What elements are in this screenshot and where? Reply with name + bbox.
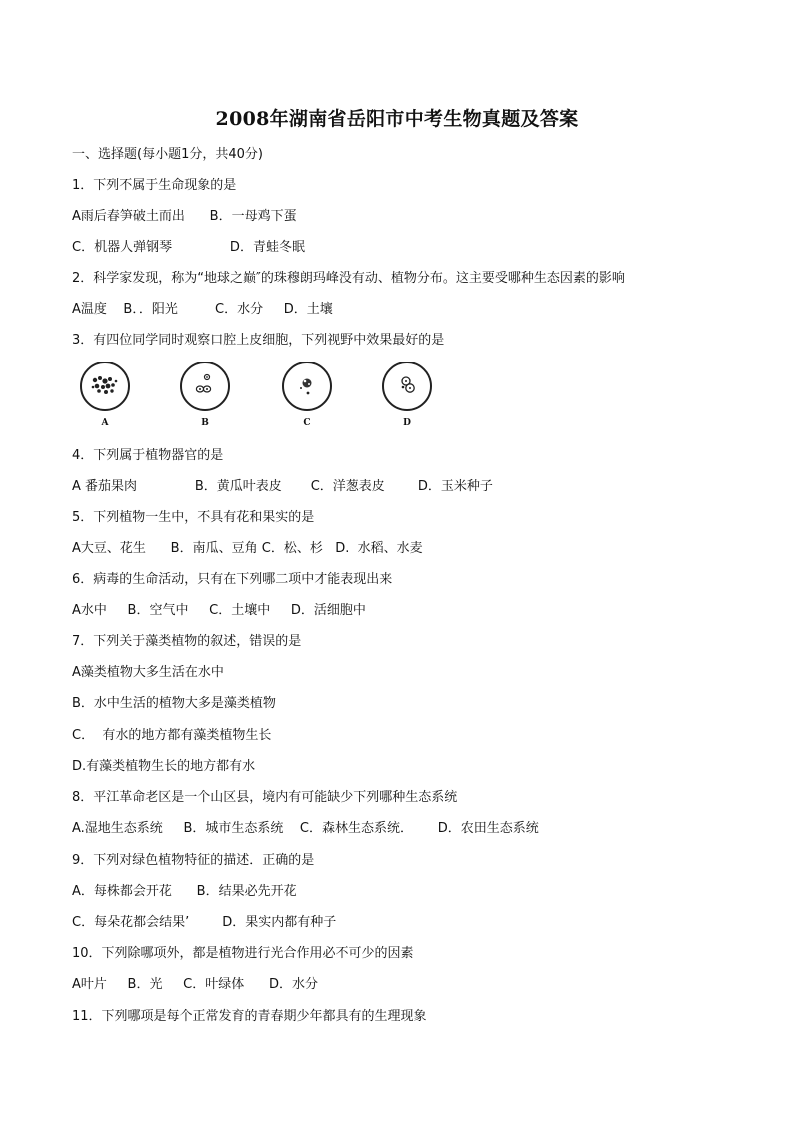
view-b-circle-icon xyxy=(177,362,233,418)
view-c-circle-icon xyxy=(279,362,335,418)
q2-options: A温度 B．．阳光 C．水分 D．土壤 xyxy=(72,302,333,317)
question-9: 9．下列对绿色植物特征的描述．正确的是 xyxy=(72,853,315,868)
question-7: 7．下列关于藻类植物的叙述，错误的是 xyxy=(72,634,302,649)
view-c xyxy=(277,362,337,432)
q4-options: A 番茄果肉 B．黄瓜叶表皮 C．洋葱表皮 D．玉米种子 xyxy=(72,479,493,494)
q7-option-b: B．水中生活的植物大多是藻类植物 xyxy=(72,696,276,711)
view-d xyxy=(377,362,437,432)
view-label-b: B xyxy=(201,418,209,428)
page-title: 2008年湖南省岳阳市中考生物真题及答案 xyxy=(215,108,579,130)
q7-option-d: D.有藻类植物生长的地方都有水 xyxy=(72,759,256,774)
question-10: 10．下列除哪项外，都是植物进行光合作用必不可少的因素 xyxy=(72,946,414,961)
question-5: 5．下列植物一生中，不具有花和果实的是 xyxy=(72,510,315,525)
question-11: 11．下列哪项是每个正常发育的青春期少年都具有的生理现象 xyxy=(72,1009,427,1024)
q9-options-cd: C．每朵花都会结果’ D．果实内都有种子 xyxy=(72,915,337,930)
q5-options: A大豆、花生 B．南瓜、豆角 C．松、杉 D. 水稻、水麦 xyxy=(72,541,423,556)
q1-options-ab: A雨后春笋破土而出 B．一母鸡下蛋 xyxy=(72,209,297,224)
microscope-views-figure xyxy=(75,362,435,432)
section-heading: 一、选择题(每小题1分，共40分) xyxy=(72,147,263,162)
view-b xyxy=(175,362,235,432)
view-a xyxy=(75,362,135,432)
view-label-c: C xyxy=(303,418,311,428)
q7-option-c: C． 有水的地方都有藻类植物生长 xyxy=(72,728,272,743)
question-2: 2．科学家发现，称为“地球之巅″的珠穆朗玛峰没有动、植物分布。这主要受哪种生态因素的影响 xyxy=(72,271,625,286)
q6-options: A水中 B．空气中 C．土壤中 D．活细胞中 xyxy=(72,603,366,618)
view-label-a: A xyxy=(101,418,109,428)
q10-options: A叶片 B．光 C．叶绿体 D．水分 xyxy=(72,977,319,992)
view-label-d: D xyxy=(403,418,411,428)
q1-options-cd: C．机器人弹钢琴 D．青蛙冬眠 xyxy=(72,240,305,255)
question-4: 4．下列属于植物器官的是 xyxy=(72,448,224,463)
q8-options: A.湿地生态系统 B．城市生态系统 C．森林生态系统． D．农田生态系统 xyxy=(72,821,539,836)
question-1: 1．下列不属于生命现象的是 xyxy=(72,178,237,193)
view-a-circle-icon xyxy=(77,362,133,418)
q9-options-ab: A．每株都会开花 B．结果必先开花 xyxy=(72,884,297,899)
q7-option-a: A藻类植物大多生活在水中 xyxy=(72,665,224,680)
question-8: 8．平江革命老区是一个山区县，境内有可能缺少下列哪种生态系统 xyxy=(72,790,458,805)
question-3: 3．有四位同学同时观察口腔上皮细胞，下列视野中效果最好的是 xyxy=(72,333,445,348)
view-d-circle-icon xyxy=(379,362,435,418)
question-6: 6．病毒的生命活动，只有在下列哪二项中才能表现出来 xyxy=(72,572,393,587)
